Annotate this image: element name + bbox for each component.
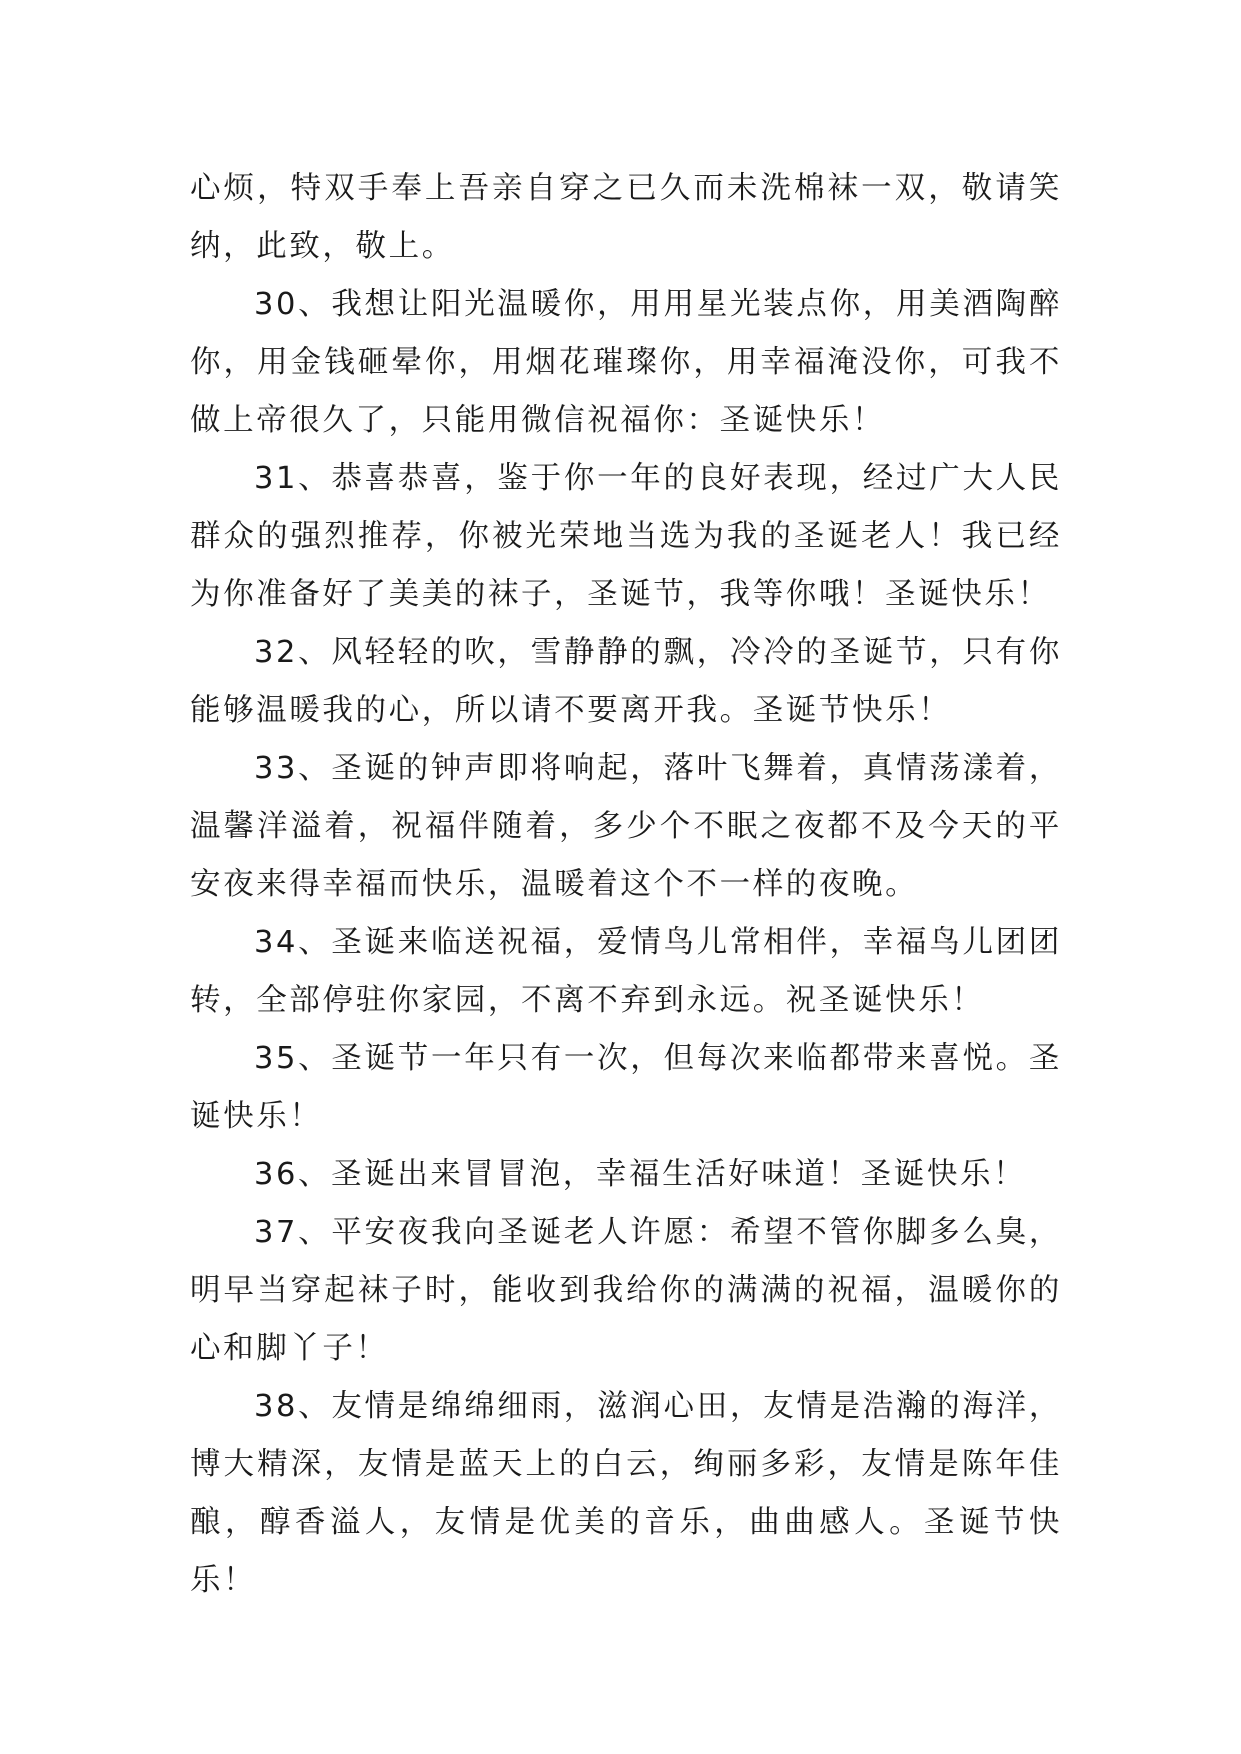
paragraph-30: 30、我想让阳光温暖你，用用星光装点你，用美酒陶醉你，用金钱砸晕你，用烟花璀璨你，用幸福淹没你，可我不做上帝很久了，只能用微信祝福你：圣诞快乐！: [190, 287, 1062, 438]
paragraph-38: 38、友情是绵绵细雨，滋润心田，友情是浩瀚的海洋，博大精深，友情是蓝天上的白云，绚丽多彩，友情是陈年佳酿，醇香溢人，友情是优美的音乐，曲曲感人。圣诞节快乐！: [190, 1389, 1062, 1598]
paragraph-35: 35、圣诞节一年只有一次，但每次来临都带来喜悦。圣诞快乐！: [190, 1041, 1062, 1134]
document-body: [190, 160, 1062, 1610]
paragraph-32: 32、风轻轻的吹，雪静静的飘，冷冷的圣诞节，只有你能够温暖我的心，所以请不要离开我。圣诞节快乐！: [190, 635, 1062, 728]
paragraph-continuation: 心烦，特双手奉上吾亲自穿之已久而未洗棉袜一双，敬请笑纳，此致，敬上。: [190, 171, 1062, 264]
paragraph-34: 34、圣诞来临送祝福，爱情鸟儿常相伴，幸福鸟儿团团转，全部停驻你家园，不离不弃到永远。祝圣诞快乐！: [190, 925, 1062, 1018]
paragraph-33: 33、圣诞的钟声即将响起，落叶飞舞着，真情荡漾着，温馨洋溢着，祝福伴随着，多少个不眠之夜都不及今天的平安夜来得幸福而快乐，温暖着这个不一样的夜晚。: [190, 751, 1062, 902]
paragraph-31: 31、恭喜恭喜，鉴于你一年的良好表现，经过广大人民群众的强烈推荐，你被光荣地当选为我的圣诞老人！我已经为你准备好了美美的袜子，圣诞节，我等你哦！圣诞快乐！: [190, 461, 1062, 612]
paragraph-37: 37、平安夜我向圣诞老人许愿：希望不管你脚多么臭，明早当穿起袜子时，能收到我给你的满满的祝福，温暖你的心和脚丫子！: [190, 1215, 1062, 1366]
paragraph-36: 36、圣诞出来冒冒泡，幸福生活好味道！圣诞快乐！: [254, 1157, 1027, 1192]
